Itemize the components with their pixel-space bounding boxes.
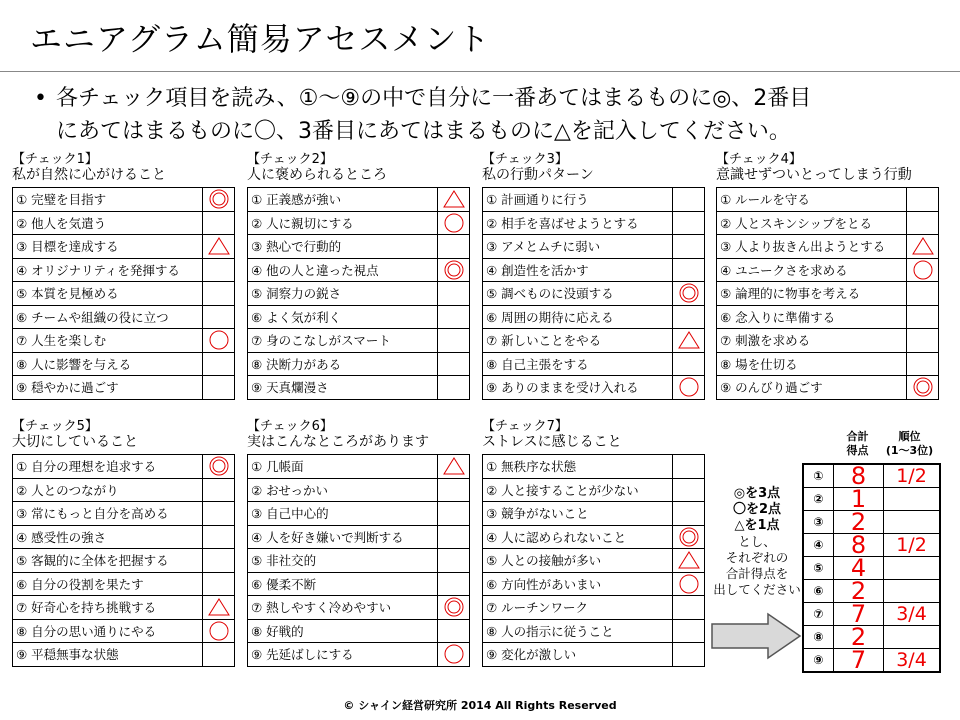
check-heading: 【チェック5】 [12, 419, 98, 434]
check-subtitle: 実はこんなところがあります [247, 434, 429, 450]
check-row [483, 478, 705, 502]
mark-cell[interactable] [673, 596, 705, 620]
check-item-text: ⑦ 刺激を求める [717, 329, 907, 353]
check-item-text: ⑤ 人との接触が多い [483, 549, 673, 573]
check-row [483, 549, 705, 573]
title-divider [0, 71, 960, 72]
legend-line: ◎を3点 [733, 486, 781, 501]
summary-row [803, 649, 940, 673]
check-row [13, 643, 235, 667]
type-number: ⑤ [803, 557, 834, 580]
mark-cell[interactable] [438, 329, 470, 353]
check-table [247, 454, 470, 667]
mark-cell[interactable] [907, 376, 939, 400]
check-item-text: ⑨ 先延ばしにする [248, 643, 438, 667]
check-row [13, 258, 235, 282]
mark-cell[interactable] [907, 352, 939, 376]
mark-cell[interactable] [438, 376, 470, 400]
check-item-text: ⑦ 熱しやすく冷めやすい [248, 596, 438, 620]
summary-row [803, 603, 940, 626]
check-row [483, 525, 705, 549]
check-row [483, 619, 705, 643]
check-item-text: ③ アメとムチに弱い [483, 235, 673, 259]
total-score[interactable]: 2 [834, 580, 884, 603]
score-header-line: 合計 [846, 430, 869, 443]
check-item-text: ③ 目標を達成する [13, 235, 203, 259]
mark-cell[interactable] [203, 282, 235, 306]
mark-cell[interactable] [673, 305, 705, 329]
triangle-mark-icon [203, 597, 234, 617]
check-item-text: ③ 常にもっと自分を高める [13, 502, 203, 526]
check-item-text: ③ 競争がないこと [483, 502, 673, 526]
mark-cell[interactable] [673, 376, 705, 400]
check-row [483, 502, 705, 526]
check-item-text: ① ルールを守る [717, 188, 907, 212]
mark-cell[interactable] [203, 619, 235, 643]
check-item-text: ⑧ 自分の思い通りにやる [13, 619, 203, 643]
check-item-text: ⑨ 平穏無事な状態 [13, 643, 203, 667]
circle-mark-icon [438, 644, 469, 664]
check-heading: 【チェック6】 [247, 419, 333, 434]
rank-header [872, 430, 947, 458]
check-table [716, 187, 939, 400]
check-row [13, 455, 235, 479]
check-row [717, 376, 939, 400]
circle-mark-icon [673, 377, 704, 397]
mark-cell[interactable] [438, 619, 470, 643]
mark-cell[interactable] [203, 352, 235, 376]
check-item-text: ① 計画通りに行う [483, 188, 673, 212]
check-item-text: ⑧ 決断力がある [248, 352, 438, 376]
rank-value[interactable] [884, 557, 941, 580]
mark-cell[interactable] [438, 525, 470, 549]
check-row [13, 376, 235, 400]
right-arrow-icon [710, 612, 802, 660]
mark-cell[interactable] [673, 352, 705, 376]
mark-cell[interactable] [203, 211, 235, 235]
check-row [483, 305, 705, 329]
check-heading: 【チェック2】 [247, 152, 333, 167]
total-score[interactable]: 8 [834, 464, 884, 488]
check-row [248, 619, 470, 643]
check-item-text: ⑤ 論理的に物事を考える [717, 282, 907, 306]
legend-line: とし、 [738, 534, 776, 549]
double-circle-mark-icon [907, 377, 938, 397]
mark-cell[interactable] [438, 305, 470, 329]
circle-mark-icon [203, 621, 234, 641]
rank-value[interactable]: 3/4 [884, 603, 941, 626]
mark-cell[interactable] [203, 502, 235, 526]
check-item-text: ④ オリジナリティを発揮する [13, 258, 203, 282]
check-item-text: ⑤ 本質を見極める [13, 282, 203, 306]
page-title: エニアグラム簡易アセスメント [30, 20, 491, 58]
check-row [13, 235, 235, 259]
check-heading: 【チェック3】 [482, 152, 568, 167]
check-row [13, 502, 235, 526]
check-row [248, 549, 470, 573]
mark-cell[interactable] [673, 282, 705, 306]
check-row [13, 211, 235, 235]
check-item-text: ④ 他の人と違った視点 [248, 258, 438, 282]
summary-row [803, 488, 940, 511]
check-item-text: ⑨ ありのままを受け入れる [483, 376, 673, 400]
triangle-mark-icon [907, 236, 938, 256]
check-row [248, 235, 470, 259]
mark-cell[interactable] [673, 211, 705, 235]
mark-cell[interactable] [907, 211, 939, 235]
type-number: ⑧ [803, 626, 834, 649]
check-table [482, 454, 705, 667]
mark-cell[interactable] [203, 188, 235, 212]
mark-cell[interactable] [673, 502, 705, 526]
triangle-mark-icon [438, 189, 469, 209]
check-subtitle: 意識せずついとってしまう行動 [716, 167, 912, 183]
mark-cell[interactable] [438, 455, 470, 479]
check-row [13, 572, 235, 596]
mark-cell[interactable] [438, 502, 470, 526]
check-item-text: ② 人とスキンシップをとる [717, 211, 907, 235]
check-row [248, 188, 470, 212]
check-item-text: ④ 人を好き嫌いで判断する [248, 525, 438, 549]
check-block-3 [482, 153, 705, 400]
type-number: ⑥ [803, 580, 834, 603]
check-item-text: ⑦ ルーチンワーク [483, 596, 673, 620]
check-item-text: ⑧ 自己主張をする [483, 352, 673, 376]
check-row [248, 643, 470, 667]
mark-cell[interactable] [203, 525, 235, 549]
copyright: © シャイン経営研究所 2014 All Rights Reserved [343, 699, 617, 712]
check-item-text: ③ 自己中心的 [248, 502, 438, 526]
check-row [248, 352, 470, 376]
check-item-text: ⑤ 洞察力の鋭さ [248, 282, 438, 306]
mark-cell[interactable] [673, 258, 705, 282]
circle-mark-icon [438, 213, 469, 233]
total-score[interactable]: 2 [834, 511, 884, 534]
check-item-text: ② 人に親切にする [248, 211, 438, 235]
mark-cell[interactable] [673, 235, 705, 259]
check-row [717, 282, 939, 306]
check-row [717, 258, 939, 282]
check-row [248, 282, 470, 306]
summary-row [803, 580, 940, 603]
mark-cell[interactable] [203, 549, 235, 573]
mark-cell[interactable] [907, 282, 939, 306]
check-row [248, 211, 470, 235]
double-circle-mark-icon [438, 260, 469, 280]
check-block-7 [482, 420, 705, 667]
mark-cell[interactable] [907, 305, 939, 329]
check-row [248, 258, 470, 282]
check-item-text: ⑤ 調べものに没頭する [483, 282, 673, 306]
check-row [483, 352, 705, 376]
check-row [248, 376, 470, 400]
check-block-1 [12, 153, 235, 400]
mark-cell[interactable] [673, 329, 705, 353]
check-subtitle: ストレスに感じること [482, 434, 622, 450]
mark-cell[interactable] [438, 352, 470, 376]
check-item-text: ⑤ 非社交的 [248, 549, 438, 573]
check-item-text: ② おせっかい [248, 478, 438, 502]
check-row [483, 282, 705, 306]
check-item-text: ⑥ 方向性があいまい [483, 572, 673, 596]
check-row [13, 619, 235, 643]
total-score[interactable]: 1 [834, 488, 884, 511]
check-item-text: ⑦ 新しいことをやる [483, 329, 673, 353]
check-row [13, 305, 235, 329]
mark-cell[interactable] [907, 235, 939, 259]
triangle-mark-icon [203, 236, 234, 256]
mark-cell[interactable] [907, 258, 939, 282]
mark-cell[interactable] [203, 643, 235, 667]
mark-cell[interactable] [438, 572, 470, 596]
check-row [248, 596, 470, 620]
check-row [13, 282, 235, 306]
rank-value[interactable]: 1/2 [884, 534, 941, 557]
type-number: ③ [803, 511, 834, 534]
check-item-text: ⑨ 穏やかに過ごす [13, 376, 203, 400]
rank-value[interactable]: 3/4 [884, 649, 941, 673]
summary-row [803, 626, 940, 649]
check-row [717, 211, 939, 235]
double-circle-mark-icon [203, 189, 234, 209]
rank-value[interactable]: 1/2 [884, 464, 941, 488]
check-row [13, 549, 235, 573]
check-heading: 【チェック4】 [716, 152, 802, 167]
mark-cell[interactable] [438, 478, 470, 502]
rank-value[interactable] [884, 626, 941, 649]
mark-cell[interactable] [438, 211, 470, 235]
check-item-text: ⑥ 自分の役割を果たす [13, 572, 203, 596]
legend [712, 486, 802, 598]
check-row [483, 235, 705, 259]
total-score[interactable]: 7 [834, 603, 884, 626]
mark-cell[interactable] [203, 596, 235, 620]
rank-value[interactable] [884, 511, 941, 534]
mark-cell[interactable] [673, 478, 705, 502]
check-row [248, 305, 470, 329]
check-item-text: ⑥ チームや組織の役に立つ [13, 305, 203, 329]
check-row [248, 572, 470, 596]
summary-row [803, 464, 940, 488]
mark-cell[interactable] [907, 329, 939, 353]
mark-cell[interactable] [203, 572, 235, 596]
check-item-text: ① 無秩序な状態 [483, 455, 673, 479]
check-row [483, 329, 705, 353]
rank-header-line: (1～3位) [885, 444, 934, 457]
mark-cell[interactable] [203, 235, 235, 259]
type-number: ⑨ [803, 649, 834, 673]
check-row [717, 188, 939, 212]
check-block-5 [12, 420, 235, 667]
summary-row [803, 511, 940, 534]
check-item-text: ① 完璧を目指す [13, 188, 203, 212]
total-score[interactable]: 2 [834, 626, 884, 649]
check-row [13, 596, 235, 620]
check-row [248, 329, 470, 353]
check-block-4 [716, 153, 939, 400]
check-row [717, 352, 939, 376]
check-item-text: ③ 熱心で行動的 [248, 235, 438, 259]
check-item-text: ④ 人に認められないこと [483, 525, 673, 549]
check-row [717, 235, 939, 259]
instruction-line-2: にあてはまるものに〇、3番目にあてはまるものに△を記入してください。 [56, 119, 791, 144]
check-item-text: ⑥ 周囲の期待に応える [483, 305, 673, 329]
check-item-text: ④ 感受性の強さ [13, 525, 203, 549]
check-subtitle: 私が自然に心がけること [12, 167, 166, 183]
mark-cell[interactable] [438, 643, 470, 667]
check-subtitle: 私の行動パターン [482, 167, 594, 183]
check-item-text: ⑨ 天真爛漫さ [248, 376, 438, 400]
check-row [248, 525, 470, 549]
summary-table [802, 463, 941, 673]
check-row [483, 572, 705, 596]
check-row [248, 502, 470, 526]
mark-cell[interactable] [203, 329, 235, 353]
type-number: ④ [803, 534, 834, 557]
mark-cell[interactable] [203, 455, 235, 479]
check-table [247, 187, 470, 400]
check-table [12, 187, 235, 400]
circle-mark-icon [673, 574, 704, 594]
mark-cell[interactable] [907, 188, 939, 212]
legend-line: 合計得点を [725, 566, 789, 581]
check-item-text: ⑧ 人の指示に従うこと [483, 619, 673, 643]
check-row [13, 329, 235, 353]
summary-row [803, 557, 940, 580]
check-item-text: ⑨ 変化が激しい [483, 643, 673, 667]
double-circle-mark-icon [673, 527, 704, 547]
check-row [13, 188, 235, 212]
check-row [483, 188, 705, 212]
instruction-text-1: 各チェック項目を読み、①～⑨の中で自分に一番あてはまるものに◎、2番目 [56, 86, 812, 111]
legend-line: △を1点 [734, 518, 780, 533]
legend-line: 〇を2点 [732, 502, 782, 517]
mark-cell[interactable] [673, 188, 705, 212]
mark-cell[interactable] [673, 643, 705, 667]
check-item-text: ⑥ 優柔不断 [248, 572, 438, 596]
check-item-text: ① 正義感が強い [248, 188, 438, 212]
mark-cell[interactable] [673, 455, 705, 479]
check-item-text: ② 人とのつながり [13, 478, 203, 502]
total-score[interactable]: 8 [834, 534, 884, 557]
mark-cell[interactable] [673, 525, 705, 549]
check-row [483, 376, 705, 400]
check-item-text: ⑥ よく気が利く [248, 305, 438, 329]
check-row [248, 455, 470, 479]
check-item-text: ⑦ 身のこなしがスマート [248, 329, 438, 353]
check-item-text: ⑨ のんびり過ごす [717, 376, 907, 400]
mark-cell[interactable] [438, 549, 470, 573]
double-circle-mark-icon [203, 456, 234, 476]
double-circle-mark-icon [438, 597, 469, 617]
check-item-text: ② 他人を気遣う [13, 211, 203, 235]
check-block-2 [247, 153, 470, 400]
mark-cell[interactable] [673, 619, 705, 643]
mark-cell[interactable] [203, 478, 235, 502]
check-item-text: ② 相手を喜ばせようとする [483, 211, 673, 235]
total-score[interactable]: 7 [834, 649, 884, 673]
check-item-text: ⑧ 好戦的 [248, 619, 438, 643]
check-item-text: ② 人と接することが少ない [483, 478, 673, 502]
bullet: • [34, 86, 47, 111]
double-circle-mark-icon [673, 283, 704, 303]
mark-cell[interactable] [203, 305, 235, 329]
mark-cell[interactable] [438, 282, 470, 306]
check-item-text: ④ ユニークさを求める [717, 258, 907, 282]
mark-cell[interactable] [438, 188, 470, 212]
type-number: ⑦ [803, 603, 834, 626]
triangle-mark-icon [673, 550, 704, 570]
type-number: ① [803, 464, 834, 488]
rank-header-line: 順位 [898, 430, 921, 443]
triangle-mark-icon [673, 330, 704, 350]
check-item-text: ⑥ 念入りに準備する [717, 305, 907, 329]
triangle-mark-icon [438, 456, 469, 476]
circle-mark-icon [907, 260, 938, 280]
check-row [717, 329, 939, 353]
check-block-6 [247, 420, 470, 667]
check-item-text: ④ 創造性を活かす [483, 258, 673, 282]
check-row [483, 455, 705, 479]
check-row [483, 643, 705, 667]
check-item-text: ① 几帳面 [248, 455, 438, 479]
check-row [483, 211, 705, 235]
check-row [13, 525, 235, 549]
mark-cell[interactable] [438, 596, 470, 620]
score-header-line: 得点 [846, 444, 869, 457]
mark-cell[interactable] [673, 549, 705, 573]
check-item-text: ③ 人より抜きん出ようとする [717, 235, 907, 259]
check-row [248, 478, 470, 502]
check-item-text: ⑦ 好奇心を持ち挑戦する [13, 596, 203, 620]
mark-cell[interactable] [438, 235, 470, 259]
check-row [717, 305, 939, 329]
check-subtitle: 人に褒められるところ [247, 167, 387, 183]
check-item-text: ① 自分の理想を追求する [13, 455, 203, 479]
legend-line: 出してください [713, 582, 801, 597]
rank-value[interactable] [884, 488, 941, 511]
legend-line: それぞれの [725, 550, 789, 565]
check-subtitle: 大切にしていること [12, 434, 138, 450]
mark-cell[interactable] [203, 258, 235, 282]
check-item-text: ⑧ 人に影響を与える [13, 352, 203, 376]
check-heading: 【チェック1】 [12, 152, 98, 167]
check-heading: 【チェック7】 [482, 419, 568, 434]
check-row [483, 258, 705, 282]
check-table [12, 454, 235, 667]
check-item-text: ⑧ 場を仕切る [717, 352, 907, 376]
check-item-text: ⑤ 客観的に全体を把握する [13, 549, 203, 573]
check-table [482, 187, 705, 400]
check-item-text: ⑦ 人生を楽しむ [13, 329, 203, 353]
check-row [483, 596, 705, 620]
instruction [34, 82, 811, 148]
summary-row [803, 534, 940, 557]
mark-cell[interactable] [203, 376, 235, 400]
type-number: ② [803, 488, 834, 511]
mark-cell[interactable] [673, 572, 705, 596]
instruction-line-1 [34, 82, 811, 115]
check-row [13, 478, 235, 502]
total-score[interactable]: 4 [834, 557, 884, 580]
circle-mark-icon [203, 330, 234, 350]
mark-cell[interactable] [438, 258, 470, 282]
check-row [13, 352, 235, 376]
rank-value[interactable] [884, 580, 941, 603]
